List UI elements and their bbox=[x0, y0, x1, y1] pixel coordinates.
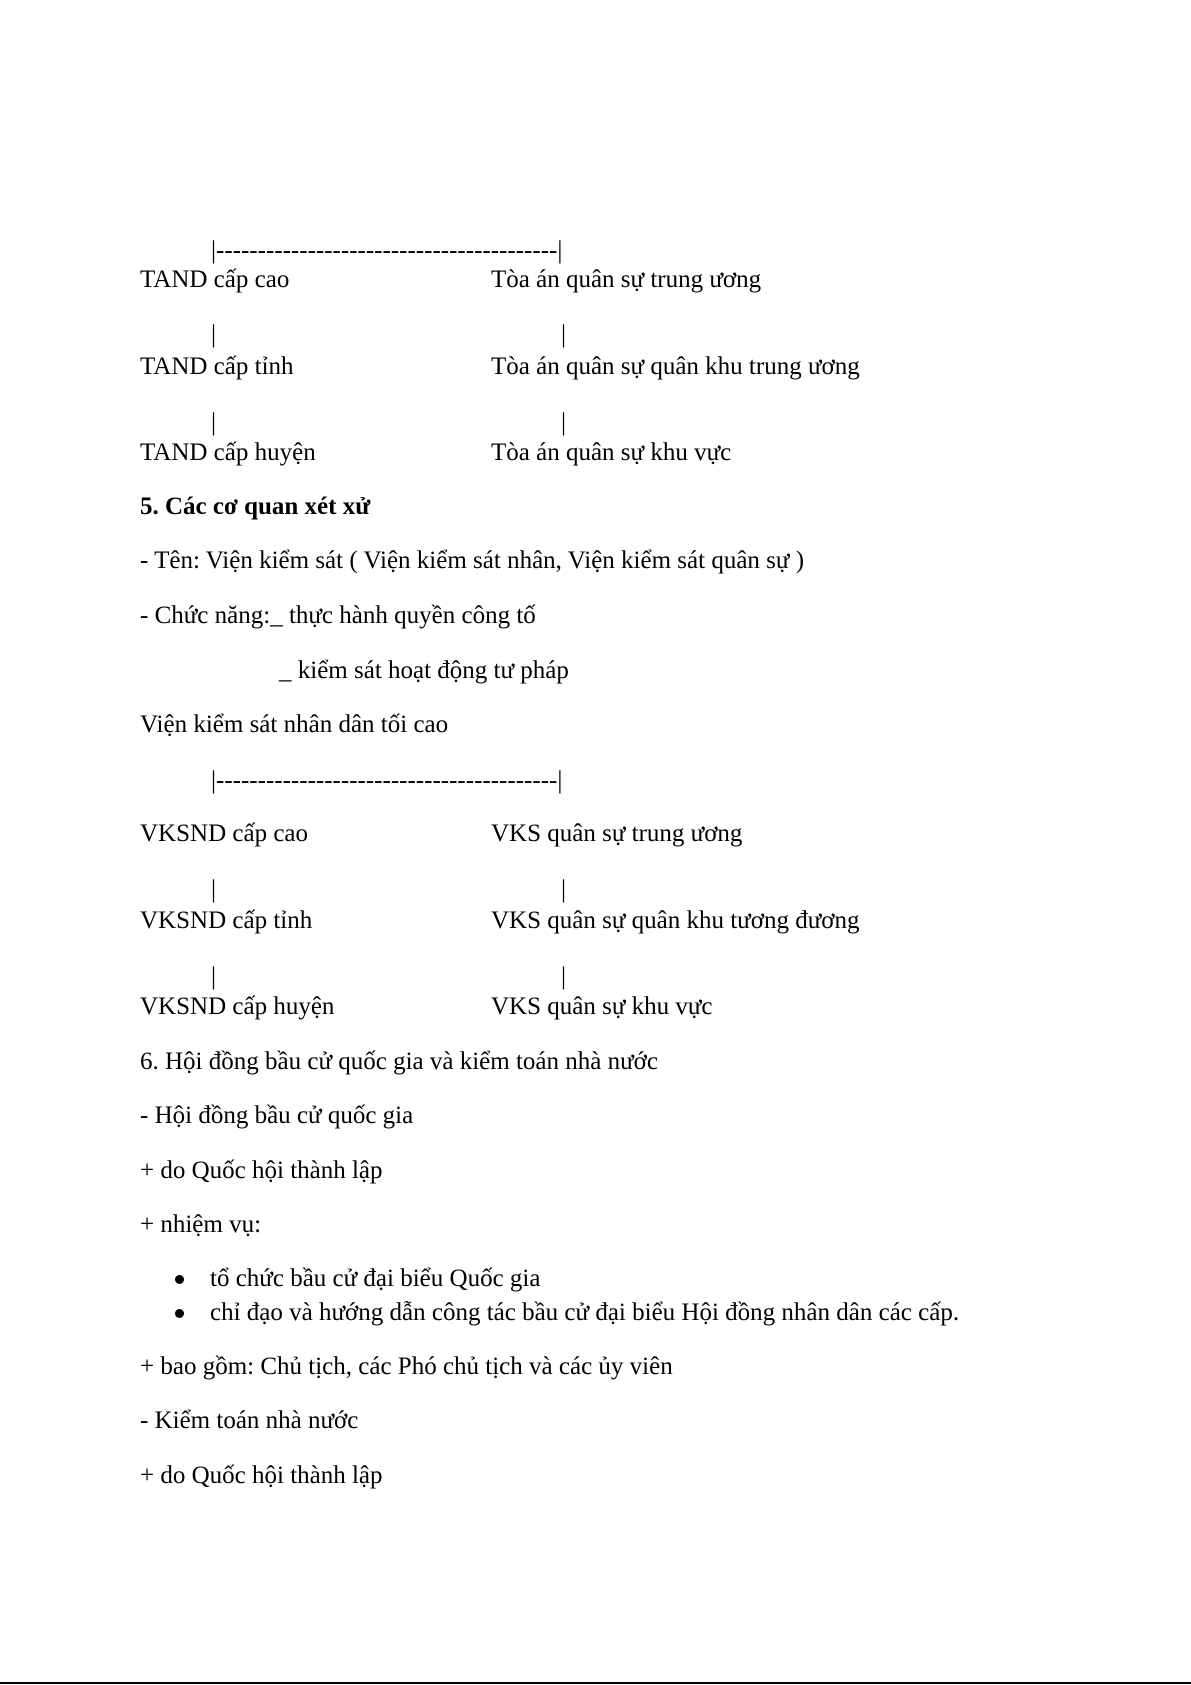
procuracy-tree-row-3-right: VKS quân sự khu vực bbox=[491, 993, 713, 1020]
procuracy-function-line: - Chức năng:_ thực hành quyền công tố bbox=[140, 602, 536, 629]
bullet-icon bbox=[175, 1275, 184, 1284]
court-tree-bar-left-2: | bbox=[211, 409, 217, 436]
procuracy-tree-bar-left-1: | bbox=[211, 876, 217, 903]
footer-rule bbox=[0, 1682, 1191, 1684]
procuracy-name-line: - Tên: Viện kiểm sát ( Viện kiểm sát nhân, Viện kiểm sát quân sự ) bbox=[140, 547, 805, 574]
court-tree-row-3-left: TAND cấp huyện bbox=[140, 439, 316, 466]
audit-line: - Kiểm toán nhà nước bbox=[140, 1407, 359, 1434]
council-members-line: + bao gồm: Chủ tịch, các Phó chủ tịch và các ủy viên bbox=[140, 1353, 673, 1380]
court-tree-bar-right-1: | bbox=[561, 321, 567, 348]
council-established-line: + do Quốc hội thành lập bbox=[140, 1157, 383, 1184]
court-tree-row-3-right: Tòa án quân sự khu vực bbox=[491, 439, 732, 466]
procuracy-tree-row-2-right: VKS quân sự quân khu tương đương bbox=[491, 907, 860, 934]
procuracy-tree-bar-right-2: | bbox=[561, 963, 567, 990]
section-6-heading: 6. Hội đồng bầu cử quốc gia và kiểm toán nhà nước bbox=[140, 1048, 658, 1075]
court-tree-row-2-left: TAND cấp tỉnh bbox=[140, 353, 294, 380]
procuracy-tree-row-3-left: VKSND cấp huyện bbox=[140, 993, 335, 1020]
bullet-icon bbox=[175, 1309, 184, 1318]
audit-established-line: + do Quốc hội thành lập bbox=[140, 1462, 383, 1489]
procuracy-tree-bar-right-1: | bbox=[561, 876, 567, 903]
court-tree-row-1-right: Tòa án quân sự trung ương bbox=[491, 266, 762, 293]
court-tree-bar-left-1: | bbox=[211, 321, 217, 348]
procuracy-tree-row-1-left: VKSND cấp cao bbox=[140, 820, 309, 847]
procuracy-tree-row-1-right: VKS quân sự trung ương bbox=[491, 820, 743, 847]
court-tree-bar-right-2: | bbox=[561, 409, 567, 436]
court-tree-connector: |-----------------------------------------| bbox=[211, 237, 563, 264]
procuracy-tree-row-2-left: VKSND cấp tỉnh bbox=[140, 907, 313, 934]
council-line: - Hội đồng bầu cử quốc gia bbox=[140, 1102, 414, 1129]
duty-item-2: chỉ đạo và hướng dẫn công tác bầu cử đại biểu Hội đồng nhân dân các cấp. bbox=[210, 1299, 960, 1326]
court-tree-row-1-left: TAND cấp cao bbox=[140, 266, 290, 293]
duty-item-1: tổ chức bầu cử đại biểu Quốc gia bbox=[210, 1265, 541, 1292]
procuracy-function-line-2: _ kiểm sát hoạt động tư pháp bbox=[279, 657, 569, 684]
council-duty-line: + nhiệm vụ: bbox=[140, 1211, 262, 1238]
procuracy-tree-connector: |-----------------------------------------| bbox=[211, 767, 563, 794]
procuracy-tree-bar-left-2: | bbox=[211, 963, 217, 990]
procuracy-root: Viện kiểm sát nhân dân tối cao bbox=[140, 711, 449, 738]
section-5-heading: 5. Các cơ quan xét xử bbox=[140, 493, 371, 520]
court-tree-row-2-right: Tòa án quân sự quân khu trung ương bbox=[491, 353, 860, 380]
